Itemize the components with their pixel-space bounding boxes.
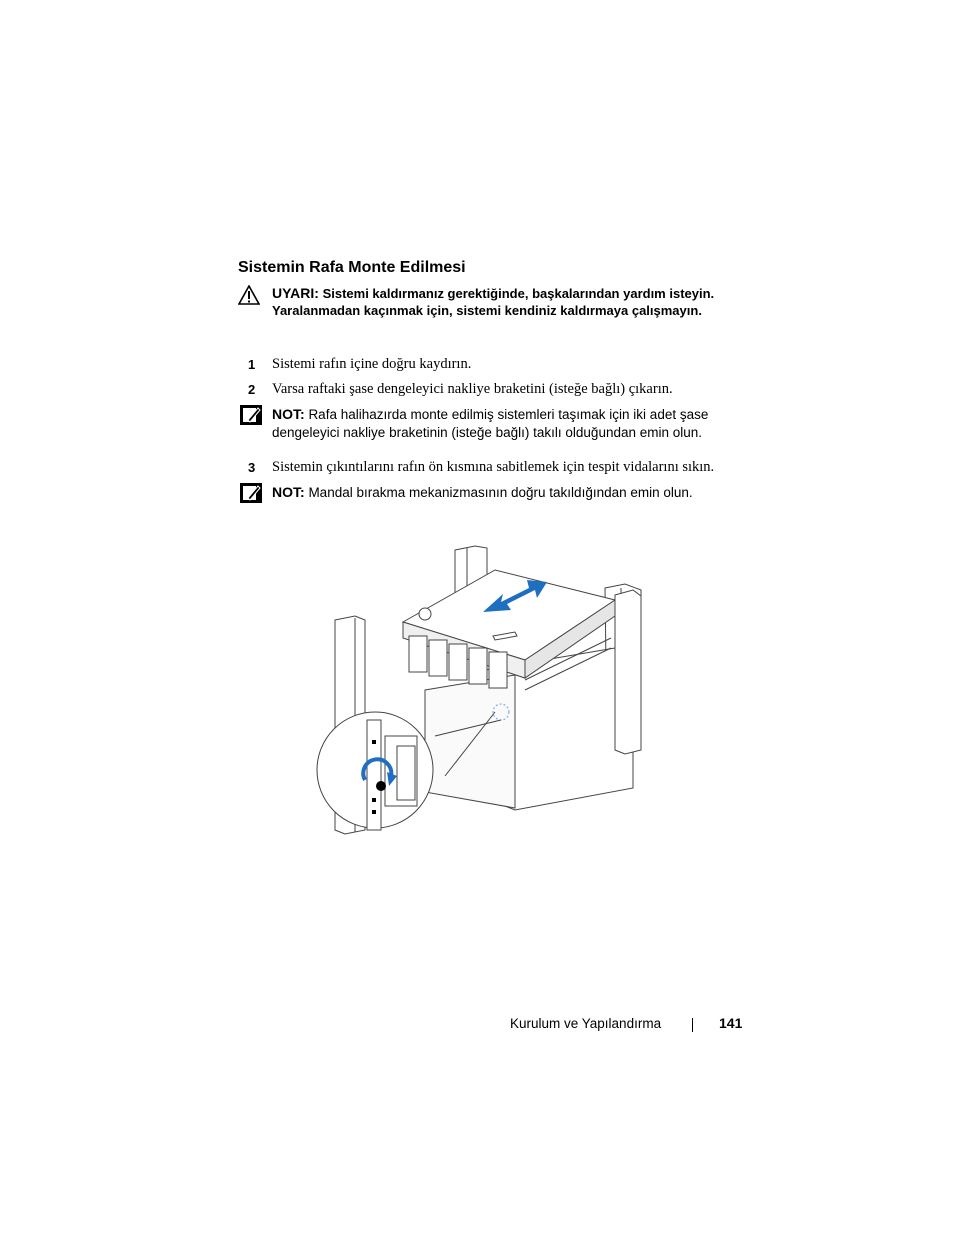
step-text: Sistemin çıkıntılarını rafın ön kısmına sabitlemek için tespit vidalarını sıkın. [272, 459, 715, 475]
step-number: 2 [248, 382, 256, 397]
warning-text: Sistemi kaldırmanız gerektiğinde, başkalarından yardım isteyin. Yaralanmadan kaçınmak için, sistemi kendiniz kaldırmaya çalışmayın. [272, 286, 715, 318]
step-text: Varsa raftaki şase dengeleyici nakliye braketini (isteğe bağlı) çıkarın. [272, 381, 673, 397]
step-number: 3 [248, 460, 256, 475]
footer-separator [692, 1018, 693, 1032]
step-number: 1 [248, 357, 256, 372]
warning-block [272, 285, 732, 319]
note-icon [240, 483, 262, 503]
rack-mount-illustration [315, 540, 645, 840]
footer-chapter: Kurulum ve Yapılandırma [510, 1016, 662, 1031]
note-label: NOT: [272, 406, 305, 422]
warning-icon [238, 285, 260, 305]
note-icon [240, 405, 262, 425]
note-label: NOT: [272, 484, 305, 500]
warning-label: UYARI: [272, 285, 319, 301]
note-block-1 [272, 405, 742, 442]
note-block-2 [272, 483, 742, 502]
section-title: Sistemin Rafa Monte Edilmesi [238, 259, 466, 276]
note-text: Rafa halihazırda monte edilmiş sistemleri taşımak için iki adet şase dengeleyici nakliye braketinin (isteğe bağlı) takılı olduğundan emin olun. [272, 407, 709, 440]
page-number: 141 [719, 1015, 743, 1031]
note-text: Mandal bırakma mekanizmasının doğru takıldığından emin olun. [308, 485, 693, 500]
step-text: Sistemi rafın içine doğru kaydırın. [272, 356, 472, 372]
